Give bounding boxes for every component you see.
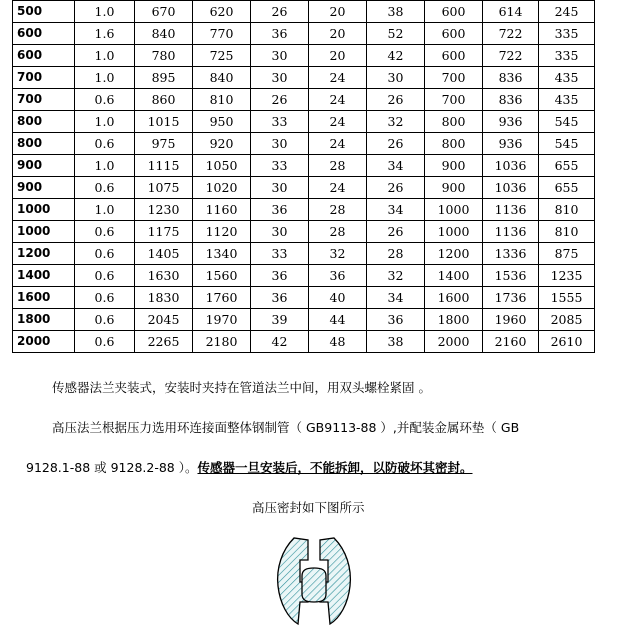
table-cell: 335 <box>539 45 595 67</box>
table-cell: 42 <box>367 45 425 67</box>
table-cell: 36 <box>251 265 309 287</box>
nominal-diameter-cell: 1600 <box>13 287 75 309</box>
table-cell: 1036 <box>483 155 539 177</box>
table-cell: 722 <box>483 23 539 45</box>
table-cell: 600 <box>425 23 483 45</box>
table-row <box>13 177 595 199</box>
table-cell: 245 <box>539 1 595 23</box>
table-cell: 900 <box>425 155 483 177</box>
table-cell: 725 <box>193 45 251 67</box>
table-cell: 30 <box>251 45 309 67</box>
table-cell: 44 <box>309 309 367 331</box>
table-cell: 1960 <box>483 309 539 331</box>
table-row <box>13 309 595 331</box>
table-cell: 2000 <box>425 331 483 353</box>
table-cell: 26 <box>367 177 425 199</box>
table-cell: 1600 <box>425 287 483 309</box>
table-cell: 936 <box>483 111 539 133</box>
table-cell: 722 <box>483 45 539 67</box>
table-cell: 900 <box>425 177 483 199</box>
table-cell: 1.0 <box>75 45 135 67</box>
table-cell: 32 <box>367 111 425 133</box>
table-cell: 34 <box>367 155 425 177</box>
table-cell: 2085 <box>539 309 595 331</box>
paragraph-mounting: 传感器法兰夹装式，安装时夹持在管道法兰中间，用双头螺栓紧固 。 <box>52 380 431 395</box>
table-cell: 28 <box>367 243 425 265</box>
table-row <box>13 331 595 353</box>
table-cell: 52 <box>367 23 425 45</box>
table-cell: 1000 <box>425 221 483 243</box>
figure-caption: 高压密封如下图所示 <box>252 500 365 515</box>
table-cell: 700 <box>425 89 483 111</box>
table-cell: 1.0 <box>75 1 135 23</box>
table-cell: 1400 <box>425 265 483 287</box>
table-cell: 39 <box>251 309 309 331</box>
table-cell: 655 <box>539 155 595 177</box>
table-cell: 545 <box>539 111 595 133</box>
table-cell: 26 <box>251 89 309 111</box>
nominal-diameter-cell: 1200 <box>13 243 75 265</box>
table-cell: 1760 <box>193 287 251 309</box>
table-cell: 1036 <box>483 177 539 199</box>
flange-dimension-table <box>12 0 595 353</box>
table-row <box>13 243 595 265</box>
table-cell: 32 <box>309 243 367 265</box>
table-cell: 0.6 <box>75 243 135 265</box>
table-cell: 335 <box>539 23 595 45</box>
table-cell: 1115 <box>135 155 193 177</box>
table-cell: 38 <box>367 1 425 23</box>
table-cell: 20 <box>309 45 367 67</box>
table-cell: 655 <box>539 177 595 199</box>
nominal-diameter-cell: 800 <box>13 133 75 155</box>
nominal-diameter-cell: 500 <box>13 1 75 23</box>
table-cell: 1200 <box>425 243 483 265</box>
table-cell: 2610 <box>539 331 595 353</box>
table-cell: 26 <box>367 133 425 155</box>
table-cell: 1.6 <box>75 23 135 45</box>
table-cell: 875 <box>539 243 595 265</box>
table-cell: 1015 <box>135 111 193 133</box>
nominal-diameter-cell: 900 <box>13 155 75 177</box>
high-pressure-seal-diagram <box>272 532 356 628</box>
table-cell: 1560 <box>193 265 251 287</box>
warning-text: 传感器一旦安装后，不能拆卸，以防破坏其密封。 <box>197 460 473 475</box>
table-cell: 1736 <box>483 287 539 309</box>
table-body <box>13 1 595 353</box>
table-cell: 48 <box>309 331 367 353</box>
table-cell: 975 <box>135 133 193 155</box>
table-row <box>13 199 595 221</box>
table-cell: 810 <box>539 199 595 221</box>
table-cell: 836 <box>483 89 539 111</box>
table-cell: 36 <box>251 287 309 309</box>
table-cell: 810 <box>193 89 251 111</box>
table-cell: 0.6 <box>75 221 135 243</box>
table-cell: 435 <box>539 89 595 111</box>
nominal-diameter-cell: 600 <box>13 45 75 67</box>
table-cell: 2045 <box>135 309 193 331</box>
table-cell: 1830 <box>135 287 193 309</box>
nominal-diameter-cell: 900 <box>13 177 75 199</box>
table-cell: 1336 <box>483 243 539 265</box>
table-cell: 26 <box>367 89 425 111</box>
table-cell: 30 <box>251 67 309 89</box>
table-cell: 24 <box>309 111 367 133</box>
table-cell: 36 <box>367 309 425 331</box>
table-cell: 24 <box>309 89 367 111</box>
table-cell: 620 <box>193 1 251 23</box>
table-cell: 800 <box>425 133 483 155</box>
table-cell: 770 <box>193 23 251 45</box>
table-row <box>13 133 595 155</box>
paragraph-high-pressure: 高压法兰根据压力选用环连接面整体钢制管（ GB9113-88 ）,并配装金属环垫（ GB <box>52 420 520 435</box>
nominal-diameter-cell: 600 <box>13 23 75 45</box>
table-cell: 840 <box>193 67 251 89</box>
table-cell: 1555 <box>539 287 595 309</box>
table-cell: 860 <box>135 89 193 111</box>
table-cell: 24 <box>309 177 367 199</box>
table-cell: 780 <box>135 45 193 67</box>
table-cell: 33 <box>251 155 309 177</box>
table-cell: 1.0 <box>75 155 135 177</box>
table-cell: 36 <box>251 23 309 45</box>
table-cell: 600 <box>425 45 483 67</box>
table-cell: 1235 <box>539 265 595 287</box>
table-row <box>13 287 595 309</box>
table-cell: 28 <box>309 221 367 243</box>
table-cell: 0.6 <box>75 287 135 309</box>
table-row <box>13 67 595 89</box>
table-cell: 936 <box>483 133 539 155</box>
table-cell: 33 <box>251 243 309 265</box>
table-cell: 30 <box>251 177 309 199</box>
table-cell: 0.6 <box>75 265 135 287</box>
table-cell: 0.6 <box>75 309 135 331</box>
table-cell: 1136 <box>483 199 539 221</box>
table-cell: 1160 <box>193 199 251 221</box>
nominal-diameter-cell: 1800 <box>13 309 75 331</box>
table-cell: 800 <box>425 111 483 133</box>
table-cell: 30 <box>367 67 425 89</box>
table-cell: 545 <box>539 133 595 155</box>
table-cell: 1120 <box>193 221 251 243</box>
table-cell: 1000 <box>425 199 483 221</box>
nominal-diameter-cell: 700 <box>13 67 75 89</box>
table-cell: 1.0 <box>75 67 135 89</box>
table-cell: 1970 <box>193 309 251 331</box>
nominal-diameter-cell: 2000 <box>13 331 75 353</box>
table-cell: 1020 <box>193 177 251 199</box>
table-cell: 2265 <box>135 331 193 353</box>
table-cell: 1050 <box>193 155 251 177</box>
table-cell: 20 <box>309 23 367 45</box>
nominal-diameter-cell: 1400 <box>13 265 75 287</box>
table-cell: 1340 <box>193 243 251 265</box>
table-cell: 600 <box>425 1 483 23</box>
table-cell: 24 <box>309 133 367 155</box>
table-cell: 840 <box>135 23 193 45</box>
table-cell: 42 <box>251 331 309 353</box>
table-cell: 32 <box>367 265 425 287</box>
table-cell: 895 <box>135 67 193 89</box>
table-row <box>13 265 595 287</box>
table-cell: 0.6 <box>75 331 135 353</box>
table-cell: 28 <box>309 199 367 221</box>
table-cell: 1075 <box>135 177 193 199</box>
paragraph-gasket-standard <box>26 458 473 476</box>
table-row <box>13 23 595 45</box>
gasket-standard-text: 9128.1-88 或 9128.2-88 ）。 <box>26 460 198 475</box>
table-cell: 0.6 <box>75 133 135 155</box>
table-row <box>13 111 595 133</box>
table-cell: 700 <box>425 67 483 89</box>
table-cell: 34 <box>367 287 425 309</box>
table-cell: 1405 <box>135 243 193 265</box>
table-cell: 1175 <box>135 221 193 243</box>
table-cell: 26 <box>251 1 309 23</box>
table-row <box>13 89 595 111</box>
table-cell: 0.6 <box>75 89 135 111</box>
table-cell: 1136 <box>483 221 539 243</box>
table-cell: 36 <box>251 199 309 221</box>
table-cell: 614 <box>483 1 539 23</box>
table-cell: 836 <box>483 67 539 89</box>
table-cell: 435 <box>539 67 595 89</box>
table-cell: 1.0 <box>75 199 135 221</box>
table-cell: 1536 <box>483 265 539 287</box>
table-cell: 36 <box>309 265 367 287</box>
table-cell: 2180 <box>193 331 251 353</box>
table-cell: 920 <box>193 133 251 155</box>
table-cell: 670 <box>135 1 193 23</box>
table-cell: 38 <box>367 331 425 353</box>
table-cell: 33 <box>251 111 309 133</box>
table-cell: 1800 <box>425 309 483 331</box>
table-cell: 24 <box>309 67 367 89</box>
nominal-diameter-cell: 1000 <box>13 221 75 243</box>
table-row <box>13 155 595 177</box>
table-cell: 0.6 <box>75 177 135 199</box>
table-cell: 20 <box>309 1 367 23</box>
table-row <box>13 221 595 243</box>
seal-ring-gasket-shape <box>302 568 326 602</box>
table-cell: 26 <box>367 221 425 243</box>
table-cell: 40 <box>309 287 367 309</box>
table-cell: 28 <box>309 155 367 177</box>
table-cell: 810 <box>539 221 595 243</box>
table-cell: 2160 <box>483 331 539 353</box>
table-cell: 1630 <box>135 265 193 287</box>
nominal-diameter-cell: 800 <box>13 111 75 133</box>
table-cell: 34 <box>367 199 425 221</box>
table-cell: 950 <box>193 111 251 133</box>
table-cell: 1.0 <box>75 111 135 133</box>
table-row <box>13 1 595 23</box>
table-cell: 1230 <box>135 199 193 221</box>
table-cell: 30 <box>251 221 309 243</box>
nominal-diameter-cell: 700 <box>13 89 75 111</box>
table-row <box>13 45 595 67</box>
table-cell: 30 <box>251 133 309 155</box>
nominal-diameter-cell: 1000 <box>13 199 75 221</box>
